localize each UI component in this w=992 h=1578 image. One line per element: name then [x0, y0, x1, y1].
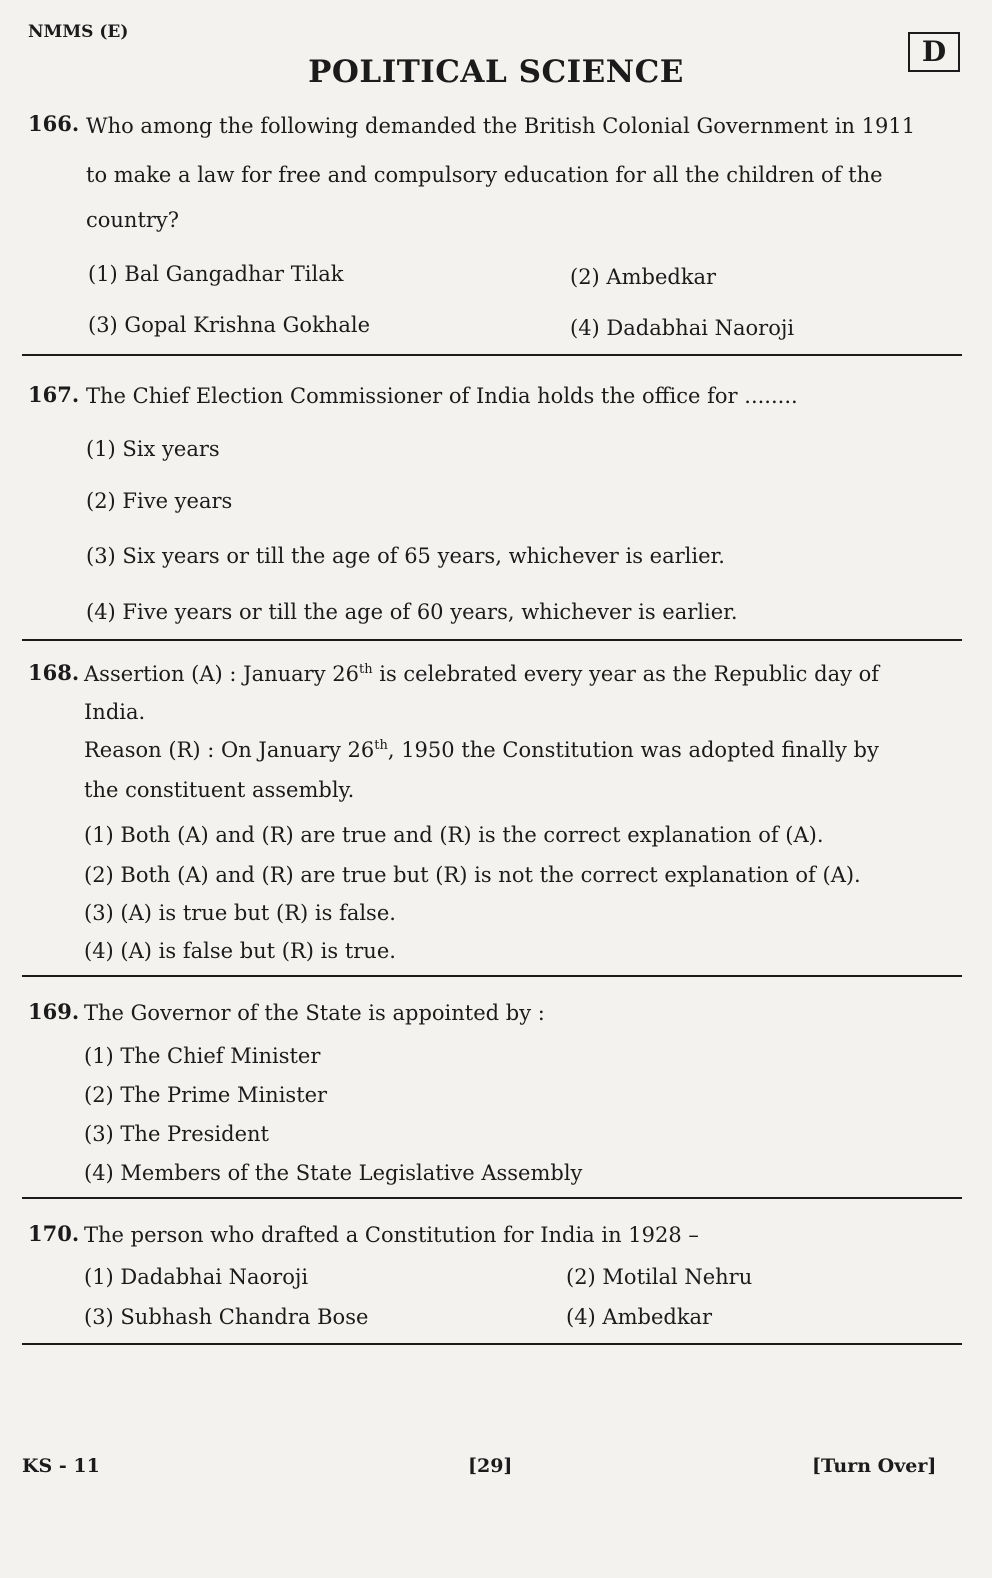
question-166 — [28, 108, 968, 238]
booklet-code: NMMS (E) — [28, 22, 129, 42]
set-label-box: D — [908, 32, 960, 72]
option-1[interactable]: (1) Dadabhai Naoroji — [84, 1265, 309, 1289]
question-divider — [22, 639, 962, 641]
option-3[interactable]: (3) (A) is true but (R) is false. — [84, 901, 396, 925]
option-1[interactable]: (1) Both (A) and (R) are true and (R) is the correct explanation of (A). — [84, 823, 824, 847]
assertion-text: Assertion (A) : January 26 — [84, 662, 359, 686]
option-4[interactable]: (4) Ambedkar — [566, 1305, 713, 1329]
question-divider — [22, 354, 962, 356]
question-167 — [28, 382, 968, 410]
stem-line: Who among the following demanded the British Colonial Government in 1911 — [86, 114, 916, 138]
option-3[interactable]: (3) Six years or till the age of 65 years, whichever is earlier. — [86, 544, 725, 568]
ordinal-suffix: th — [358, 662, 373, 677]
question-stem: The person who drafted a Constitution for India in 1928 – — [84, 1223, 699, 1247]
page-number: [29] — [468, 1455, 513, 1477]
reason-text: , 1950 the Constitution was adopted finally by — [387, 738, 879, 762]
reason-text: Reason (R) : On January 26 — [84, 738, 375, 762]
question-divider — [22, 975, 962, 977]
question-divider — [22, 1343, 962, 1345]
option-4[interactable]: (4) Members of the State Legislative Assembly — [84, 1161, 583, 1185]
option-2[interactable]: (2) The Prime Minister — [84, 1083, 328, 1107]
option-4[interactable]: (4) (A) is false but (R) is true. — [84, 939, 396, 963]
question-number: 168. — [28, 660, 80, 685]
stem-line: country? — [86, 208, 180, 232]
turn-over-note: [Turn Over] — [812, 1455, 937, 1477]
question-168 — [28, 660, 968, 804]
assertion-line: India. — [84, 700, 146, 724]
option-3[interactable]: (3) Gopal Krishna Gokhale — [88, 313, 370, 337]
section-title: POLITICAL SCIENCE — [308, 54, 684, 90]
option-3[interactable]: (3) Subhash Chandra Bose — [84, 1305, 369, 1329]
question-divider — [22, 1197, 962, 1199]
question-number: 170. — [28, 1221, 80, 1246]
option-2[interactable]: (2) Both (A) and (R) are true but (R) is not the correct explanation of (A). — [84, 863, 861, 887]
assertion-text: is celebrated every year as the Republic day of — [372, 662, 880, 686]
stem-line: to make a law for free and compulsory education for all the children of the — [86, 163, 883, 187]
question-number: 167. — [28, 382, 80, 407]
option-2[interactable]: (2) Ambedkar — [570, 265, 717, 289]
option-1[interactable]: (1) Bal Gangadhar Tilak — [88, 262, 344, 286]
question-170 — [28, 1221, 968, 1249]
option-2[interactable]: (2) Five years — [86, 489, 233, 513]
assertion-line — [84, 660, 968, 698]
footer-code: KS - 11 — [22, 1455, 100, 1477]
option-2[interactable]: (2) Motilal Nehru — [566, 1265, 753, 1289]
option-3[interactable]: (3) The President — [84, 1122, 269, 1146]
question-stem — [84, 660, 968, 804]
option-1[interactable]: (1) Six years — [86, 437, 220, 461]
question-stem: The Governor of the State is appointed by : — [84, 1001, 545, 1025]
question-number: 166. — [28, 111, 80, 136]
question-169 — [28, 999, 968, 1027]
option-1[interactable]: (1) The Chief Minister — [84, 1044, 321, 1068]
reason-line — [84, 736, 968, 776]
ordinal-suffix: th — [374, 738, 388, 753]
question-number: 169. — [28, 999, 80, 1024]
question-stem: The Chief Election Commissioner of India holds the office for ........ — [86, 384, 798, 408]
reason-line: the constituent assembly. — [84, 778, 355, 802]
question-stem — [86, 108, 968, 238]
option-4[interactable]: (4) Five years or till the age of 60 years, whichever is earlier. — [86, 600, 738, 624]
option-4[interactable]: (4) Dadabhai Naoroji — [570, 316, 795, 340]
